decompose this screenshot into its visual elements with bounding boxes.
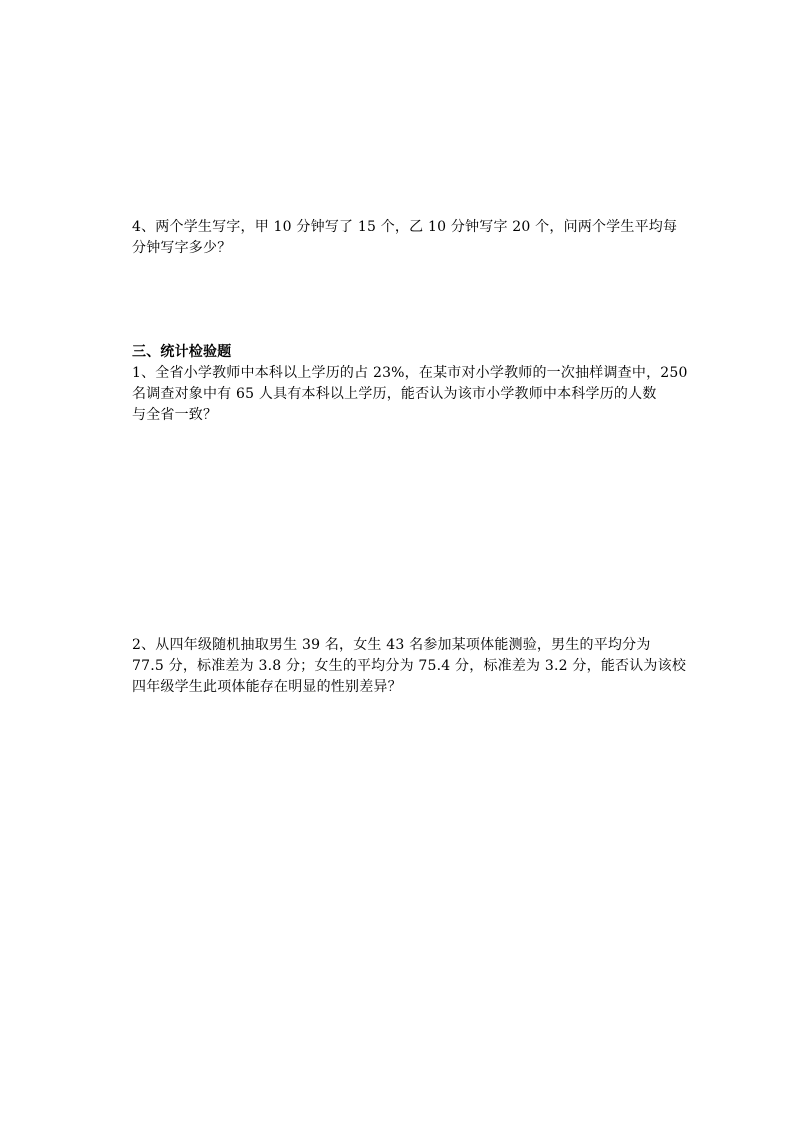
question-4 <box>132 217 722 259</box>
question-2-line-3: 四年级学生此项体能存在明显的性别差异？ <box>132 679 402 695</box>
question-1-line-2: 名调查对象中有 65 人具有本科以上学历，能否认为该市小学教师中本科学历的人数 <box>132 386 657 402</box>
question-1-line-3: 与全省一致？ <box>132 407 218 423</box>
question-2 <box>132 635 722 698</box>
question-4-line-1: 4、两个学生写字，甲 10 分钟写了 15 个，乙 10 分钟写字 20 个，问两个学生平均每 <box>132 219 678 235</box>
question-2-line-1: 2、从四年级随机抽取男生 39 名，女生 43 名参加某项体能测验，男生的平均分为 <box>132 637 651 653</box>
question-1-line-1: 1、全省小学教师中本科以上学历的占 23%，在某市对小学教师的一次抽样调查中，250 <box>132 365 688 381</box>
question-4-line-2: 分钟写字多少？ <box>132 240 232 256</box>
section-3-heading <box>132 342 722 363</box>
question-2-line-2: 77.5 分，标准差为 3.8 分；女生的平均分为 75.4 分，标准差为 3.2 分，能否认为该校 <box>132 658 687 674</box>
question-1 <box>132 363 722 426</box>
section-heading-text: 三、统计检验题 <box>132 344 232 360</box>
